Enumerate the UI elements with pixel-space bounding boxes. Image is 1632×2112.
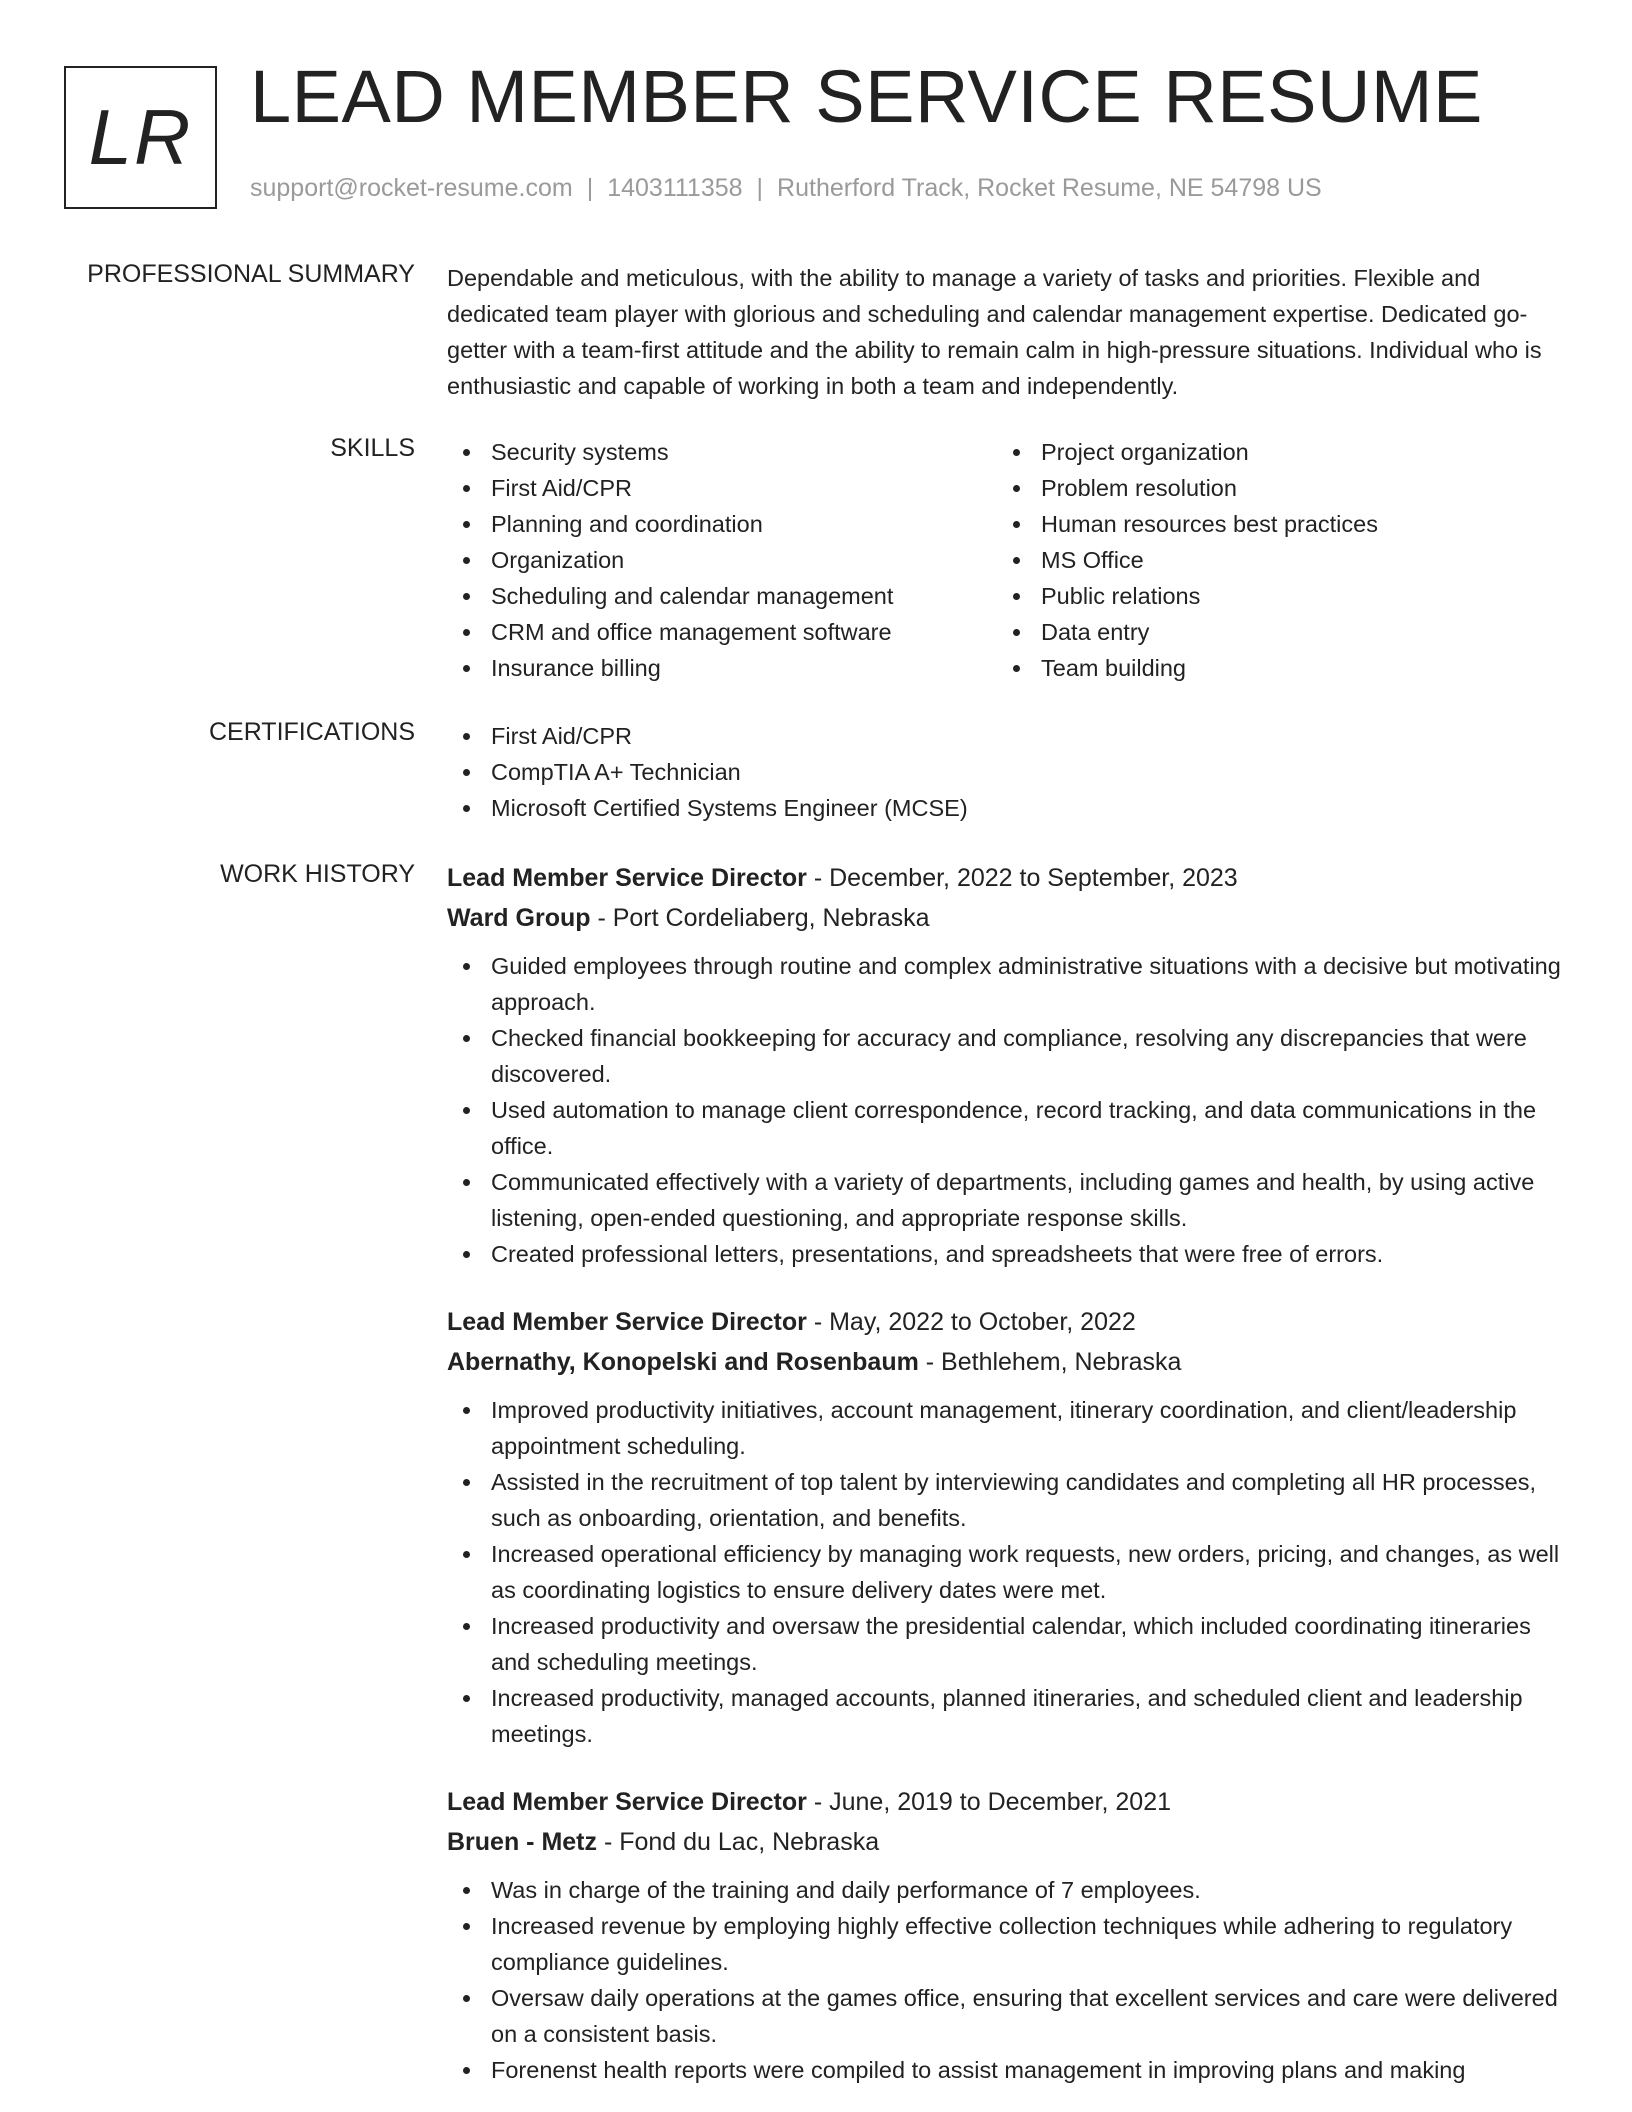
job-title: Lead Member Service Director bbox=[447, 1308, 807, 1336]
job-company-line bbox=[447, 898, 1567, 938]
certification-item: First Aid/CPR bbox=[447, 718, 1567, 754]
job-bullet: Increased productivity, managed accounts, planned itineraries, and scheduled client and leadership meetings. bbox=[447, 1680, 1567, 1752]
job-entry bbox=[447, 858, 1567, 1272]
job-location: - Fond du Lac, Nebraska bbox=[597, 1828, 880, 1856]
job-title-line bbox=[447, 1302, 1567, 1342]
certification-item: Microsoft Certified Systems Engineer (MCSE) bbox=[447, 790, 1567, 826]
job-title: Lead Member Service Director bbox=[447, 864, 807, 892]
job-title-line bbox=[447, 858, 1567, 898]
contact-email[interactable]: support@rocket-resume.com bbox=[250, 174, 573, 202]
job-location: - Bethlehem, Nebraska bbox=[918, 1348, 1182, 1376]
job-title: Lead Member Service Director bbox=[447, 1788, 807, 1816]
skill-item: Project organization bbox=[997, 434, 1547, 470]
job-bullet: Improved productivity initiatives, account management, itinerary coordination, and client/leadership appointment scheduling. bbox=[447, 1392, 1567, 1464]
job-location: - Port Cordeliaberg, Nebraska bbox=[590, 904, 930, 932]
skills-columns bbox=[447, 434, 1567, 686]
job-company-line bbox=[447, 1342, 1567, 1382]
skill-item: Data entry bbox=[997, 614, 1547, 650]
certification-item: CompTIA A+ Technician bbox=[447, 754, 1567, 790]
skill-item: Insurance billing bbox=[447, 650, 997, 686]
skill-item: CRM and office management software bbox=[447, 614, 997, 650]
skill-item: Security systems bbox=[447, 434, 997, 470]
skills-list-left bbox=[447, 434, 997, 686]
job-bullet: Increased operational efficiency by managing work requests, new orders, pricing, and changes, as well as coordinating logistics to ensure delivery dates were met. bbox=[447, 1536, 1567, 1608]
job-entry bbox=[447, 1782, 1567, 2088]
job-bullet: Guided employees through routine and complex administrative situations with a decisive but motivating approach. bbox=[447, 948, 1567, 1020]
monogram-logo: LR bbox=[64, 66, 217, 209]
skill-item: MS Office bbox=[997, 542, 1547, 578]
job-bullets bbox=[447, 948, 1567, 1272]
skills-list-right bbox=[997, 434, 1547, 686]
job-bullet: Increased revenue by employing highly effective collection techniques while adhering to regulatory compliance guidelines. bbox=[447, 1908, 1567, 1980]
skill-item: Organization bbox=[447, 542, 997, 578]
section-label-summary: PROFESSIONAL SUMMARY bbox=[87, 260, 415, 288]
skill-item: Public relations bbox=[997, 578, 1547, 614]
contact-separator: | bbox=[756, 174, 764, 202]
certifications-body bbox=[447, 718, 1567, 826]
job-company: Bruen - Metz bbox=[447, 1828, 597, 1856]
job-dates: - June, 2019 to December, 2021 bbox=[806, 1788, 1172, 1816]
resume-title: LEAD MEMBER SERVICE RESUME bbox=[250, 55, 1483, 138]
job-title-line bbox=[447, 1782, 1567, 1822]
job-bullet: Oversaw daily operations at the games office, ensuring that excellent services and care were delivered on a consistent basis. bbox=[447, 1980, 1567, 2052]
contact-address: Rutherford Track, Rocket Resume, NE 54798 US bbox=[777, 174, 1322, 202]
job-bullet: Communicated effectively with a variety of departments, including games and health, by using active listening, open-ended questioning, and appropriate response skills. bbox=[447, 1164, 1567, 1236]
job-dates: - May, 2022 to October, 2022 bbox=[806, 1308, 1136, 1336]
job-dates: - December, 2022 to September, 2023 bbox=[806, 864, 1238, 892]
certifications-list bbox=[447, 718, 1567, 826]
contact-line bbox=[250, 174, 1322, 203]
skill-item: Scheduling and calendar management bbox=[447, 578, 997, 614]
work-history-body bbox=[447, 858, 1567, 2112]
skill-item: Human resources best practices bbox=[997, 506, 1547, 542]
job-bullets bbox=[447, 1872, 1567, 2088]
job-bullet: Forenenst health reports were compiled to assist management in improving plans and making bbox=[447, 2052, 1567, 2088]
job-company: Abernathy, Konopelski and Rosenbaum bbox=[447, 1348, 919, 1376]
job-bullet: Created professional letters, presentations, and spreadsheets that were free of errors. bbox=[447, 1236, 1567, 1272]
skill-item: Planning and coordination bbox=[447, 506, 997, 542]
section-label-work-history: WORK HISTORY bbox=[220, 860, 415, 888]
job-bullet: Increased productivity and oversaw the presidential calendar, which included coordinating itineraries and scheduling meetings. bbox=[447, 1608, 1567, 1680]
job-bullet: Used automation to manage client correspondence, record tracking, and data communications in the office. bbox=[447, 1092, 1567, 1164]
skill-item: Problem resolution bbox=[997, 470, 1547, 506]
skill-item: Team building bbox=[997, 650, 1547, 686]
job-bullets bbox=[447, 1392, 1567, 1752]
job-company-line bbox=[447, 1822, 1567, 1862]
job-entry bbox=[447, 1302, 1567, 1752]
job-company: Ward Group bbox=[447, 904, 591, 932]
contact-phone[interactable]: 1403111358 bbox=[607, 174, 743, 202]
job-bullet: Was in charge of the training and daily performance of 7 employees. bbox=[447, 1872, 1567, 1908]
section-label-certifications: CERTIFICATIONS bbox=[208, 718, 415, 746]
job-bullet: Assisted in the recruitment of top talent by interviewing candidates and completing all HR processes, such as onboarding, orientation, and benefits. bbox=[447, 1464, 1567, 1536]
summary-text: Dependable and meticulous, with the ability to manage a variety of tasks and priorities. Flexible and dedicated team player with glorious and scheduling and calendar management expertise. Dedicated go-getter with a team-first attitude and the ability to remain calm in high-pressure situations. Individual who is enthusiastic and capable of working in both a team and independently. bbox=[447, 265, 1542, 399]
skill-item: First Aid/CPR bbox=[447, 470, 997, 506]
job-bullet: Checked financial bookkeeping for accuracy and compliance, resolving any discrepancies that were discovered. bbox=[447, 1020, 1567, 1092]
section-label-skills: SKILLS bbox=[330, 434, 415, 462]
contact-separator: | bbox=[586, 174, 594, 202]
